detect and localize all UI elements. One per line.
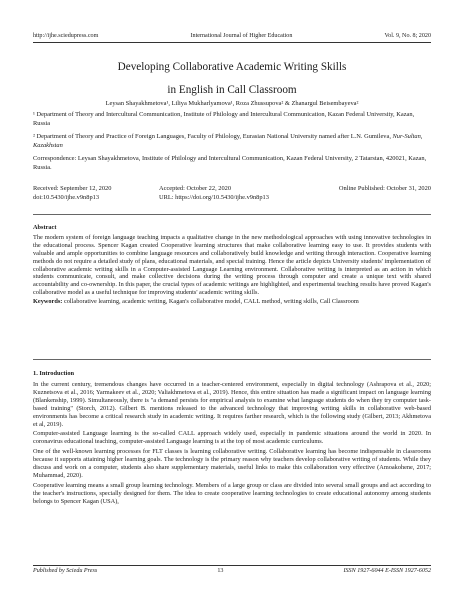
keywords-list: collaborative learning, academic writing, Kagan's collaborative model, CALL method, writing skills, Call Classroom — [62, 298, 359, 306]
running-footer — [33, 565, 431, 575]
section-heading: 1. Introduction — [33, 370, 75, 377]
publisher: Published by Sciedu Press — [33, 568, 98, 574]
author-list: Leysan Shayakhmetova¹, Liliya Mukharlyamova¹, Roza Zhussupova² & Zhanargul Beisembayeva² — [105, 100, 359, 107]
abstract-text: The modern system of foreign language teaching impacts a qualitative change in the new methodological approaches with using innovative technologies in the educational process. Spencer Kagan created Cooperative learning structures that make collaborative learning easy to use. It provides students with valuable and ample opportunities to combine language resources and collaboratively build knowledge and writing through interaction. Cooperative learning methods do not require a detailed study of plans, educational materials, and special training. Hence the article depicts University students' implementation of collaborative academic writing skills in a Computer-assisted Language Learning environment. Collaborative writing is interpreted as an action in which students communicate, consult, and make collective decisions during the writing process through computer and create a unique text with shared accountability and co-ownership. In this paper, the crucial types of academic writings are highlighted, and experimental teaching results have proved Kagan's collaborative model as a useful technique for improving students' academic writing skills. — [33, 233, 431, 297]
paragraph: In the current century, tremendous changes have occurred in a teacher-centered environment, especially in digital technology (Ashrapova et al., 2020; Kuznetsova et al., 2016; Yarmakeev et al., 2020; Valiakhmetova et al., 2019). Hence, this entire situation has made a significant impact on language learning (Blankenship, 1999). Simultaneously, there is "a demand persists for empirical analysis to examine what language students do when they try computer task-based training" (Storch, 2012). Gilbert B. mentions released to the advanced technology that improving writing skills in collaborative web-based environments has become a critical research study in academic writing. It requires farther research, which is the following study (Gilbert, 2013; Akhmetova et al, 2019). — [33, 381, 431, 428]
journal-name: International Journal of Higher Education — [190, 33, 293, 39]
doi-url[interactable]: URL: https://doi.org/10.5430/ijhe.v9n8p13 — [159, 194, 269, 201]
title-line-1: Developing Collaborative Academic Writing Skills — [117, 61, 347, 73]
doi[interactable]: doi:10.5430/ijhe.v9n8p13 — [33, 194, 100, 201]
volume-info: Vol. 9, No. 8; 2020 — [384, 33, 431, 39]
issn: ISSN 1927-6044 E-ISSN 1927-6052 — [343, 568, 431, 574]
affiliation-2-city: Nur-Sultan, Kazakhstan — [33, 133, 423, 149]
running-header — [33, 33, 431, 43]
paragraph: One of the well-known learning processes for FLT classes is learning collaborative writing. Collaborative learning has become indispensable in classrooms because it supports attaining higher learning goals. The technology is the primary reason why teachers develop collaborative writing of students. While they discuss and work on a computer, students also share supplementary materials, useful links to make this collaboration very effective (Amoakohene, 2017; Muhammad, 2020). — [33, 448, 431, 479]
title-line-2: in English in Call Classroom — [167, 84, 297, 96]
journal-url[interactable]: http://ijhe.sciedupress.com — [33, 33, 99, 39]
paper-title — [33, 56, 431, 102]
abstract-block — [33, 214, 431, 360]
received-date: Received: September 12, 2020 — [33, 185, 112, 192]
accepted-date: Accepted: October 22, 2020 — [159, 185, 232, 192]
paragraph: Computer-assisted Language learning is the so-called CALL approach widely used, especially in pandemic situations around the world in 2020. In coronavirus educational teaching, computer-assisted Language learning is at the top of most academic curriculums. — [33, 430, 431, 446]
affiliation-1: ¹ Department of Theory and Intercultural Communication, Institute of Philology and Intercultural Communication, Kazan Federal University, Kazan, Russia — [33, 111, 415, 127]
published-date: Online Published: October 31, 2020 — [338, 185, 431, 192]
affiliation-2-main: ² Department of Theory and Practice of Foreign Languages, Faculty of Philology, Eurasian National University named after L.N. Gumileva, — [33, 133, 393, 140]
paragraph: Cooperative learning means a small group learning technology. Members of a large group or class are divided into several small groups and act according to the teacher's instructions, specially designed for them. The idea to create cooperative learning technologies to create educational autonomy among students belongs to Spencer Kagan (USA), — [33, 481, 431, 505]
affiliation-2 — [33, 133, 431, 150]
keywords — [33, 298, 431, 306]
page-number: 13 — [217, 568, 224, 574]
section-body — [33, 381, 431, 508]
publication-dates — [33, 184, 431, 202]
keywords-label: Keywords: — [33, 298, 63, 306]
correspondence: Correspondence: Leysan Shayakhmetova, Institute of Philology and Intercultural Communication, Kazan Federal University, 2 Tatarstan, 420021, Kazan, Russia. — [33, 155, 427, 171]
abstract-heading: Abstract — [33, 224, 57, 231]
